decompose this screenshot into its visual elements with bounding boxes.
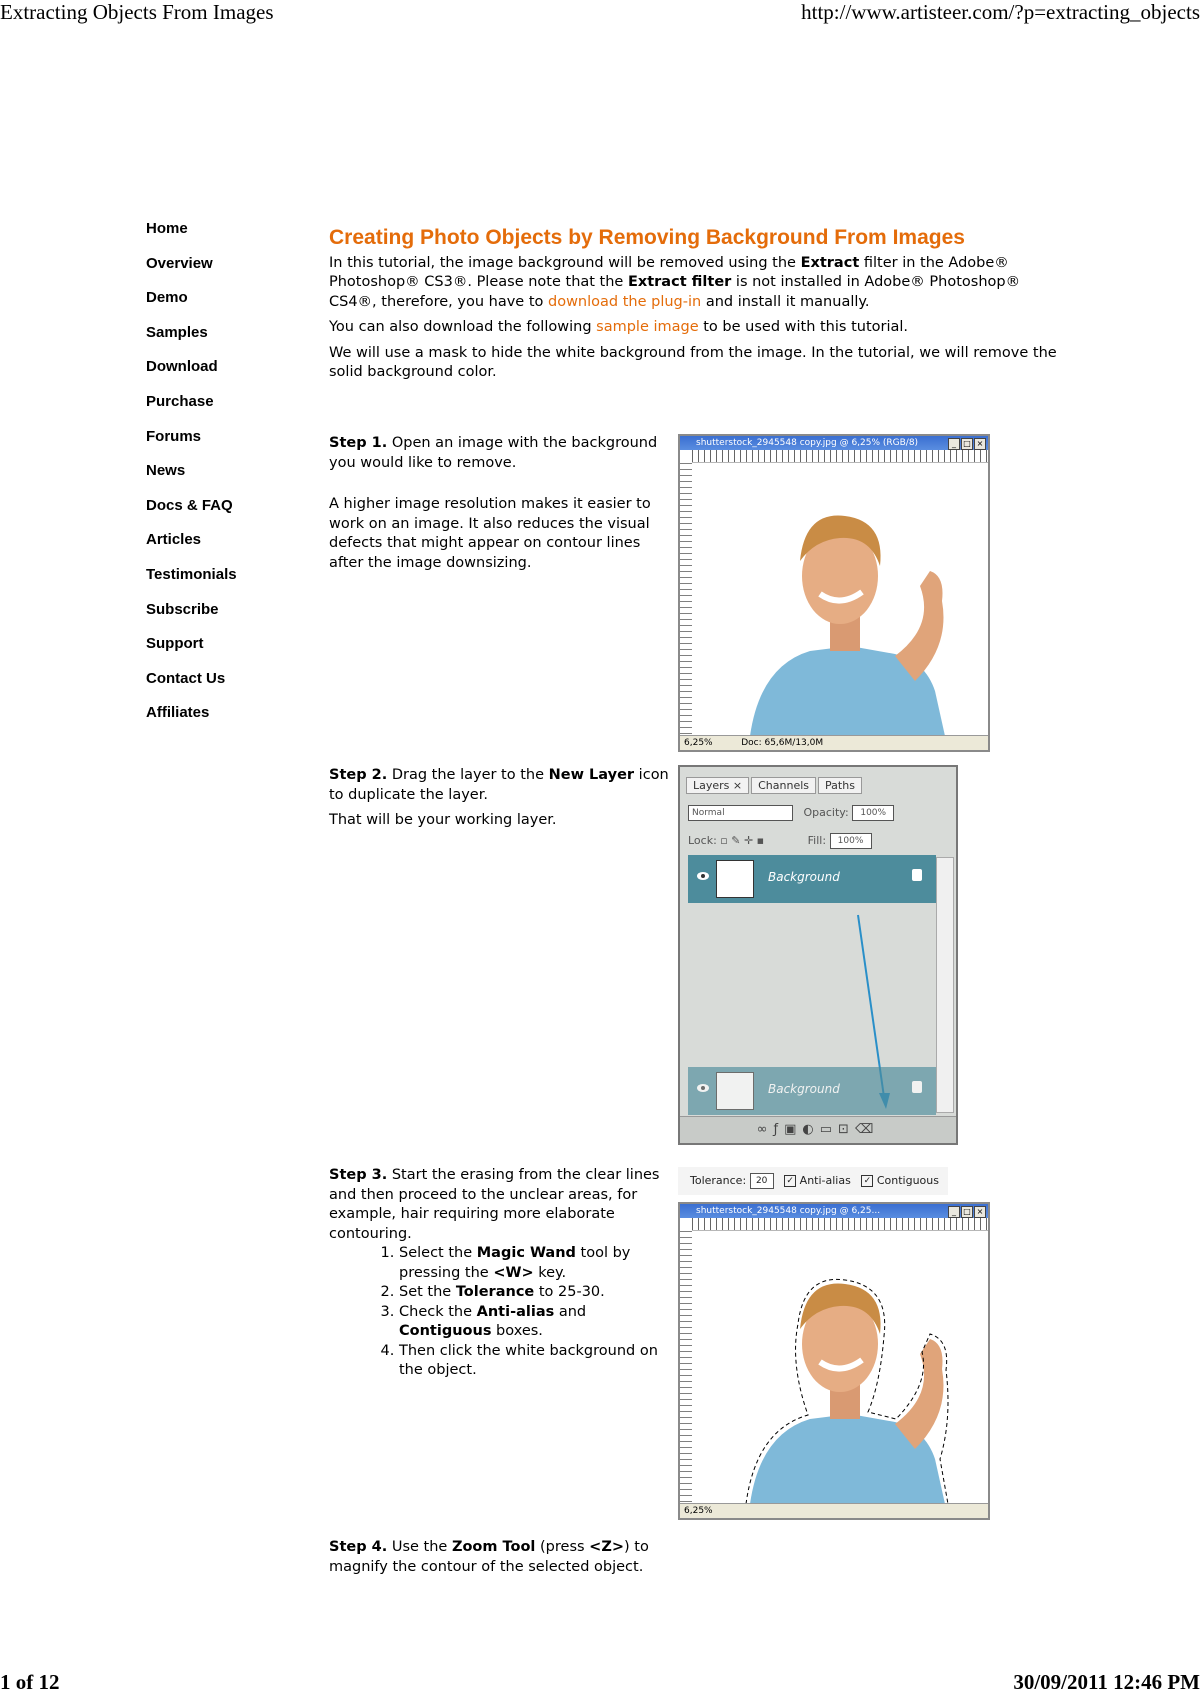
window-statusbar: 6,25% Doc: 65,6M/13,0M — [680, 735, 988, 750]
nav-item-subscribe[interactable]: Subscribe — [146, 600, 219, 618]
magic-wand-options-bar: Tolerance: 20 ✓ Anti-alias ✓ Contiguous — [678, 1167, 948, 1195]
new-layer-icon[interactable]: ⊡ — [838, 1122, 855, 1137]
step-3-text: Step 3. Start the erasing from the clear lines and then proceed to the unclear areas, for example, hair requiring more elaborate contouring. 1. Select the Magic Wand tool by pressing the <W> key. 2. Set the Tolerance to 25-30. 3. Check the Anti-alias and Contiguous boxes. 4. Then click the white background on the object. — [329, 1166, 669, 1381]
eye-icon[interactable] — [696, 1081, 710, 1095]
nav-item-demo[interactable]: Demo — [146, 289, 188, 307]
window-titlebar: shutterstock_2945548 copy.jpg @ 6,25... _ □ × — [680, 1204, 988, 1218]
layers-scrollbar[interactable] — [936, 857, 954, 1113]
ruler-horizontal — [692, 1218, 988, 1231]
tab-layers[interactable]: Layers × — [686, 777, 749, 794]
anti-alias-checkbox[interactable]: ✓ — [784, 1175, 796, 1187]
print-page-url: http://www.artisteer.com/?p=extracting_objects — [801, 0, 1200, 24]
blend-mode-select[interactable]: Normal — [688, 805, 793, 821]
maximize-button[interactable]: □ — [961, 1206, 973, 1218]
nav-item-news[interactable]: News — [146, 462, 186, 480]
contiguous-checkbox[interactable]: ✓ — [861, 1175, 873, 1187]
blend-row: Normal Opacity: 100% — [688, 805, 948, 825]
nav-item-samples[interactable]: Samples — [146, 323, 208, 341]
layers-bottom-toolbar — [680, 1116, 956, 1143]
nav-item-contact-us[interactable]: Contact Us — [146, 669, 226, 687]
fx-icon[interactable]: ƒ — [773, 1122, 785, 1137]
nav-item-purchase[interactable]: Purchase — [146, 392, 214, 410]
ruler-vertical — [680, 462, 692, 734]
step-4-text: Step 4. Use the Zoom Tool (press <Z>) to magnify the contour of the selected object. — [329, 1539, 649, 1575]
step-2-note: That will be your working layer. — [329, 812, 557, 828]
close-button[interactable]: × — [974, 438, 986, 450]
layer-background-bottom[interactable]: Background — [688, 1067, 936, 1115]
nav-item-docs-faq[interactable]: Docs & FAQ — [146, 496, 233, 514]
layers-panel — [678, 765, 958, 1145]
nav-item-overview[interactable]: Overview — [146, 254, 213, 272]
step-2-text: Step 2. Drag the layer to the New Layer icon to duplicate the layer. That will be your working layer. — [329, 766, 669, 837]
fill-input[interactable]: 100% — [830, 833, 872, 849]
minimize-button[interactable]: _ — [948, 438, 960, 450]
article-heading: Creating Photo Objects by Removing Background From Images — [329, 226, 965, 249]
nav-item-articles[interactable]: Articles — [146, 531, 202, 549]
print-page-number: 1 of 12 — [0, 1670, 60, 1694]
list-item: 2. Set the Tolerance to 25-30. — [399, 1283, 669, 1303]
man-photo — [720, 476, 980, 736]
ruler-vertical — [680, 1230, 692, 1502]
nav-item-home[interactable]: Home — [146, 220, 188, 237]
link-icon[interactable]: ∞ — [756, 1122, 774, 1137]
nav-item-affiliates[interactable]: Affiliates — [146, 704, 210, 722]
step-3-list — [329, 1244, 669, 1381]
sidebar-nav — [146, 218, 296, 737]
trash-icon[interactable]: ⌫ — [854, 1122, 880, 1137]
print-page-title: Extracting Objects From Images — [0, 0, 274, 24]
close-button[interactable]: × — [974, 1206, 986, 1218]
lock-row: Lock: ▫ ✎ ✛ ▪ Fill: 100% — [688, 833, 948, 853]
step-1-text: Step 1. Open an image with the background you would like to remove. A higher image resolution makes it easier to work on an image. It also reduces the visual defects that might appear on contour lines after the image downsizing. — [329, 434, 669, 579]
maximize-button[interactable]: □ — [961, 438, 973, 450]
nav-item-forums[interactable]: Forums — [146, 427, 202, 445]
intro-paragraph-3: We will use a mask to hide the white background from the image. In the tutorial, we will remove the solid background color. — [329, 344, 1057, 380]
window-statusbar: 6,25% — [680, 1503, 988, 1518]
article-intro — [329, 228, 1069, 389]
tab-paths[interactable]: Paths — [818, 777, 862, 794]
sample-image-link[interactable]: sample image — [596, 319, 699, 335]
nav-item-download[interactable]: Download — [146, 358, 218, 376]
photoshop-window-step3 — [678, 1202, 990, 1520]
window-titlebar: shutterstock_2945548 copy.jpg @ 6,25% (RGB/8) _ □ × — [680, 436, 988, 450]
nav-item-support[interactable]: Support — [146, 635, 204, 653]
download-plugin-link[interactable]: download the plug-in — [548, 293, 702, 310]
tolerance-input[interactable]: 20 — [750, 1173, 774, 1189]
ruler-horizontal — [692, 450, 988, 463]
adjustment-icon[interactable]: ◐ — [802, 1122, 820, 1137]
lock-icon — [912, 1081, 922, 1093]
folder-icon[interactable]: ▭ — [819, 1122, 839, 1137]
tab-channels[interactable]: Channels — [751, 777, 816, 794]
print-datetime: 30/09/2011 12:46 PM — [1013, 1670, 1200, 1694]
list-item: 3. Check the Anti-alias and Contiguous boxes. — [399, 1303, 669, 1342]
layer-thumbnail — [716, 1072, 754, 1110]
nav-item-testimonials[interactable]: Testimonials — [146, 565, 237, 583]
list-item: 4. Then click the white background on the object. — [399, 1342, 669, 1381]
man-photo-selected — [720, 1244, 980, 1504]
layer-background-top[interactable]: Background — [688, 855, 936, 903]
intro-paragraph-1: In this tutorial, the image background will be removed using the Extract filter in the Adobe® Photoshop® CS3®. Please note that the Extract filter is not installed in Adobe® Photoshop® CS4®, therefore, you have to download the plug-in and install it manually. — [329, 254, 1021, 310]
step-1-note: A higher image resolution makes it easier to work on an image. It also reduces the visual defects that might appear on contour lines after the image downsizing. — [329, 496, 651, 571]
opacity-input[interactable]: 100% — [852, 805, 894, 821]
photoshop-window-step1 — [678, 434, 990, 752]
mask-icon[interactable]: ▣ — [784, 1122, 803, 1137]
intro-paragraph-2: You can also download the following sample image to be used with this tutorial. — [329, 319, 909, 335]
minimize-button[interactable]: _ — [948, 1206, 960, 1218]
list-item: 1. Select the Magic Wand tool by pressing the <W> key. — [399, 1244, 669, 1283]
